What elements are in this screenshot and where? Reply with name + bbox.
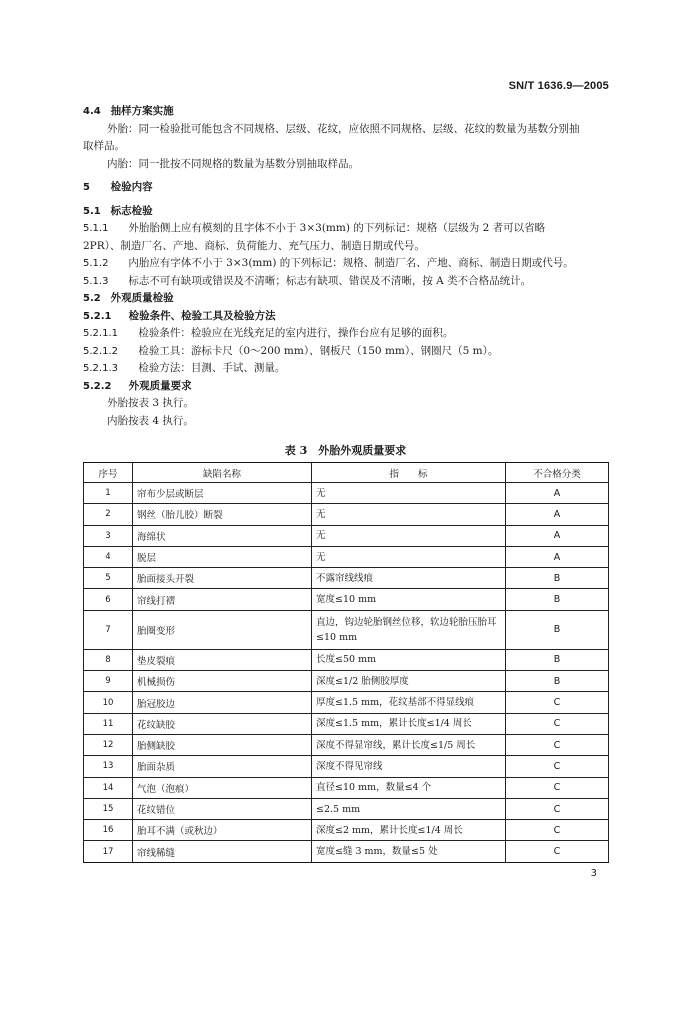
defect-class: B <box>506 589 609 610</box>
defect-name: 胎面杂质 <box>133 756 312 777</box>
paragraph: 2PR）、制造厂名、产地、商标、负荷能力、充气压力、制造日期或代号。 <box>83 239 425 252</box>
defect-name: 脱层 <box>133 546 312 567</box>
paragraph <box>83 103 608 121</box>
defect-name: 胎冠胶边 <box>133 692 312 713</box>
defect-name: 花纹错位 <box>133 798 312 819</box>
paragraph-text: 检验条件：检验应在光线充足的室内进行，操作台应有足够的面积。 <box>138 327 454 339</box>
indicator: 深度不得见帘线 <box>312 756 506 777</box>
defect-name: 气泡（泡痕） <box>133 777 312 798</box>
defect-name: 机械损伤 <box>133 671 312 692</box>
table-row <box>84 820 609 841</box>
section-heading: 外观质量要求 <box>128 379 192 392</box>
column-header: 指 标 <box>312 463 506 483</box>
defect-class: B <box>506 568 609 589</box>
indicator: 无 <box>312 483 506 504</box>
indicator: 深度不得显帘线，累计长度≤1/5 周长 <box>312 734 506 755</box>
defect-name: 钢丝（胎儿胶）断裂 <box>133 504 312 525</box>
row-number: 5 <box>84 568 133 589</box>
defect-class: C <box>506 734 609 755</box>
defect-class: A <box>506 504 609 525</box>
row-number: 7 <box>84 610 133 649</box>
table-row <box>84 756 609 777</box>
section-number: 5.2.1.3 <box>83 363 118 374</box>
indicator: 深度≤1/2 胎侧胶厚度 <box>312 671 506 692</box>
defect-class: C <box>506 692 609 713</box>
row-number: 10 <box>84 692 133 713</box>
defect-name: 胎圈变形 <box>133 610 312 649</box>
section-heading: 外观质量检验 <box>110 292 174 304</box>
indicator: 直径≤10 mm，数量≤4 个 <box>312 777 506 798</box>
defect-class: A <box>506 525 609 546</box>
section-number: 5.2.1 <box>83 310 112 322</box>
table-row <box>84 546 609 567</box>
indicator: 不露帘线线痕 <box>312 568 506 589</box>
table-row <box>84 504 609 525</box>
paragraph-text: 检验方法：目测、手试、测量。 <box>138 362 286 374</box>
row-number: 15 <box>84 798 133 819</box>
body-text <box>83 103 608 430</box>
defect-name: 胎面接头开裂 <box>133 568 312 589</box>
standard-code: SN/T 1636.9—2005 <box>508 80 609 92</box>
column-header: 不合格分类 <box>506 463 609 483</box>
indicator: 长度≤50 mm <box>312 649 506 670</box>
indicator: 宽度≤10 mm <box>312 589 506 610</box>
defect-name: 海绵状 <box>133 525 312 546</box>
paragraph: 取样品。 <box>83 140 125 152</box>
defect-class: B <box>506 649 609 670</box>
row-number: 1 <box>84 483 133 504</box>
column-header: 序号 <box>84 463 133 483</box>
paragraph <box>83 343 608 361</box>
row-number: 12 <box>84 734 133 755</box>
defect-name: 帘线打褶 <box>133 589 312 610</box>
paragraph: 内胎：同一批按不同规格的数量为基数分别抽取样品。 <box>107 157 359 170</box>
paragraph <box>83 290 608 308</box>
defect-table <box>83 462 609 863</box>
paragraph <box>83 179 608 197</box>
table-body <box>84 483 609 863</box>
indicator: 深度≤2 mm，累计长度≤1/4 周长 <box>312 820 506 841</box>
paragraph-text: 标志不可有缺项或错误及不清晰；标志有缺项、错误及不清晰，按 A 类不合格品统计。 <box>128 274 532 287</box>
paragraph <box>83 220 608 238</box>
indicator: 宽度≤缝 3 mm，数量≤5 处 <box>312 841 506 862</box>
defect-name: 胎耳不满（或秋边） <box>133 820 312 841</box>
paragraph <box>83 273 608 291</box>
table-row <box>84 671 609 692</box>
indicator: ≤2.5 mm <box>312 798 506 819</box>
table-row <box>84 589 609 610</box>
defect-class: C <box>506 798 609 819</box>
paragraph <box>83 203 608 221</box>
paragraph: 内胎按表 4 执行。 <box>107 414 194 427</box>
section-number: 4.4 <box>83 106 101 117</box>
table-row <box>84 692 609 713</box>
table-row <box>84 734 609 755</box>
row-number: 3 <box>84 525 133 546</box>
defect-class: A <box>506 546 609 567</box>
indicator: 无 <box>312 525 506 546</box>
indicator: 无 <box>312 546 506 567</box>
paragraph <box>83 308 608 326</box>
row-number: 16 <box>84 820 133 841</box>
row-number: 2 <box>84 504 133 525</box>
section-heading: 检验条件、检验工具及检验方法 <box>128 309 276 322</box>
section-heading: 抽样方案实施 <box>110 105 174 117</box>
row-number: 13 <box>84 756 133 777</box>
section-number: 5.1.1 <box>83 223 109 234</box>
table-row <box>84 568 609 589</box>
defect-name: 帘线稀缝 <box>133 841 312 862</box>
defect-class: C <box>506 841 609 862</box>
table-row <box>84 610 609 649</box>
defect-name: 垫皮裂痕 <box>133 649 312 670</box>
row-number: 17 <box>84 841 133 862</box>
paragraph-text: 检验工具：游标卡尺（0～200 mm）、钢板尺（150 mm）、钢圈尺（5 m）。 <box>138 344 499 357</box>
row-number: 8 <box>84 649 133 670</box>
paragraph-text: 内胎应有字体不小于 3×3(mm) 的下列标记：规格、制造厂名、产地、商标、制造日期或代号。 <box>128 257 574 269</box>
defect-class: B <box>506 610 609 649</box>
defect-class: C <box>506 713 609 734</box>
section-number: 5.1 <box>83 205 101 217</box>
table-row <box>84 525 609 546</box>
row-number: 6 <box>84 589 133 610</box>
defect-name: 帘布少层或断层 <box>133 483 312 504</box>
paragraph <box>83 360 608 378</box>
table-row <box>84 483 609 504</box>
section-number: 5.1.3 <box>83 275 109 287</box>
table-row <box>84 649 609 670</box>
row-number: 9 <box>84 671 133 692</box>
page-number: 3 <box>590 868 597 879</box>
indicator: 直边，钩边轮胎钢丝位移，软边轮胎压胎耳≤10 mm <box>312 610 506 649</box>
defect-class: A <box>506 483 609 504</box>
indicator: 无 <box>312 504 506 525</box>
table-caption: 表 3 外胎外观质量要求 <box>284 444 407 457</box>
section-number: 5.1.2 <box>83 258 109 269</box>
defect-class: B <box>506 671 609 692</box>
section-number: 5.2.1.2 <box>83 345 118 357</box>
table-header-row <box>84 463 609 483</box>
defect-class: C <box>506 820 609 841</box>
defect-class: C <box>506 756 609 777</box>
section-number: 5.2.1.1 <box>83 328 118 339</box>
section-heading: 标志检验 <box>110 204 153 217</box>
table-row <box>84 713 609 734</box>
table-row <box>84 798 609 819</box>
defect-name: 花纹缺胶 <box>133 713 312 734</box>
section-heading: 检验内容 <box>110 181 153 193</box>
table-row <box>84 841 609 862</box>
column-header: 缺陷名称 <box>133 463 312 483</box>
section-number: 5.2 <box>83 293 101 304</box>
indicator: 厚度≤1.5 mm，花纹基部不得显线痕 <box>312 692 506 713</box>
indicator: 深度≤1.5 mm，累计长度≤1/4 周长 <box>312 713 506 734</box>
defect-name: 胎侧缺胶 <box>133 734 312 755</box>
table-row <box>84 777 609 798</box>
row-number: 11 <box>84 713 133 734</box>
paragraph <box>83 378 608 396</box>
paragraph <box>83 325 608 343</box>
defect-class: C <box>506 777 609 798</box>
paragraph: 外胎按表 3 执行。 <box>107 397 194 409</box>
paragraph-text: 外胎胎侧上应有模刻的且字体不小于 3×3(mm) 的下列标记：规格（层级为 2 者可以省略 <box>128 222 546 234</box>
section-number: 5.2.2 <box>83 380 112 392</box>
section-number: 5 <box>83 182 90 193</box>
paragraph: 外胎：同一检验批可能包含不同规格、层级、花纹，应依照不同规格、层级、花纹的数量为基数分别抽 <box>107 122 580 135</box>
paragraph <box>83 255 608 273</box>
row-number: 4 <box>84 546 133 567</box>
row-number: 14 <box>84 777 133 798</box>
